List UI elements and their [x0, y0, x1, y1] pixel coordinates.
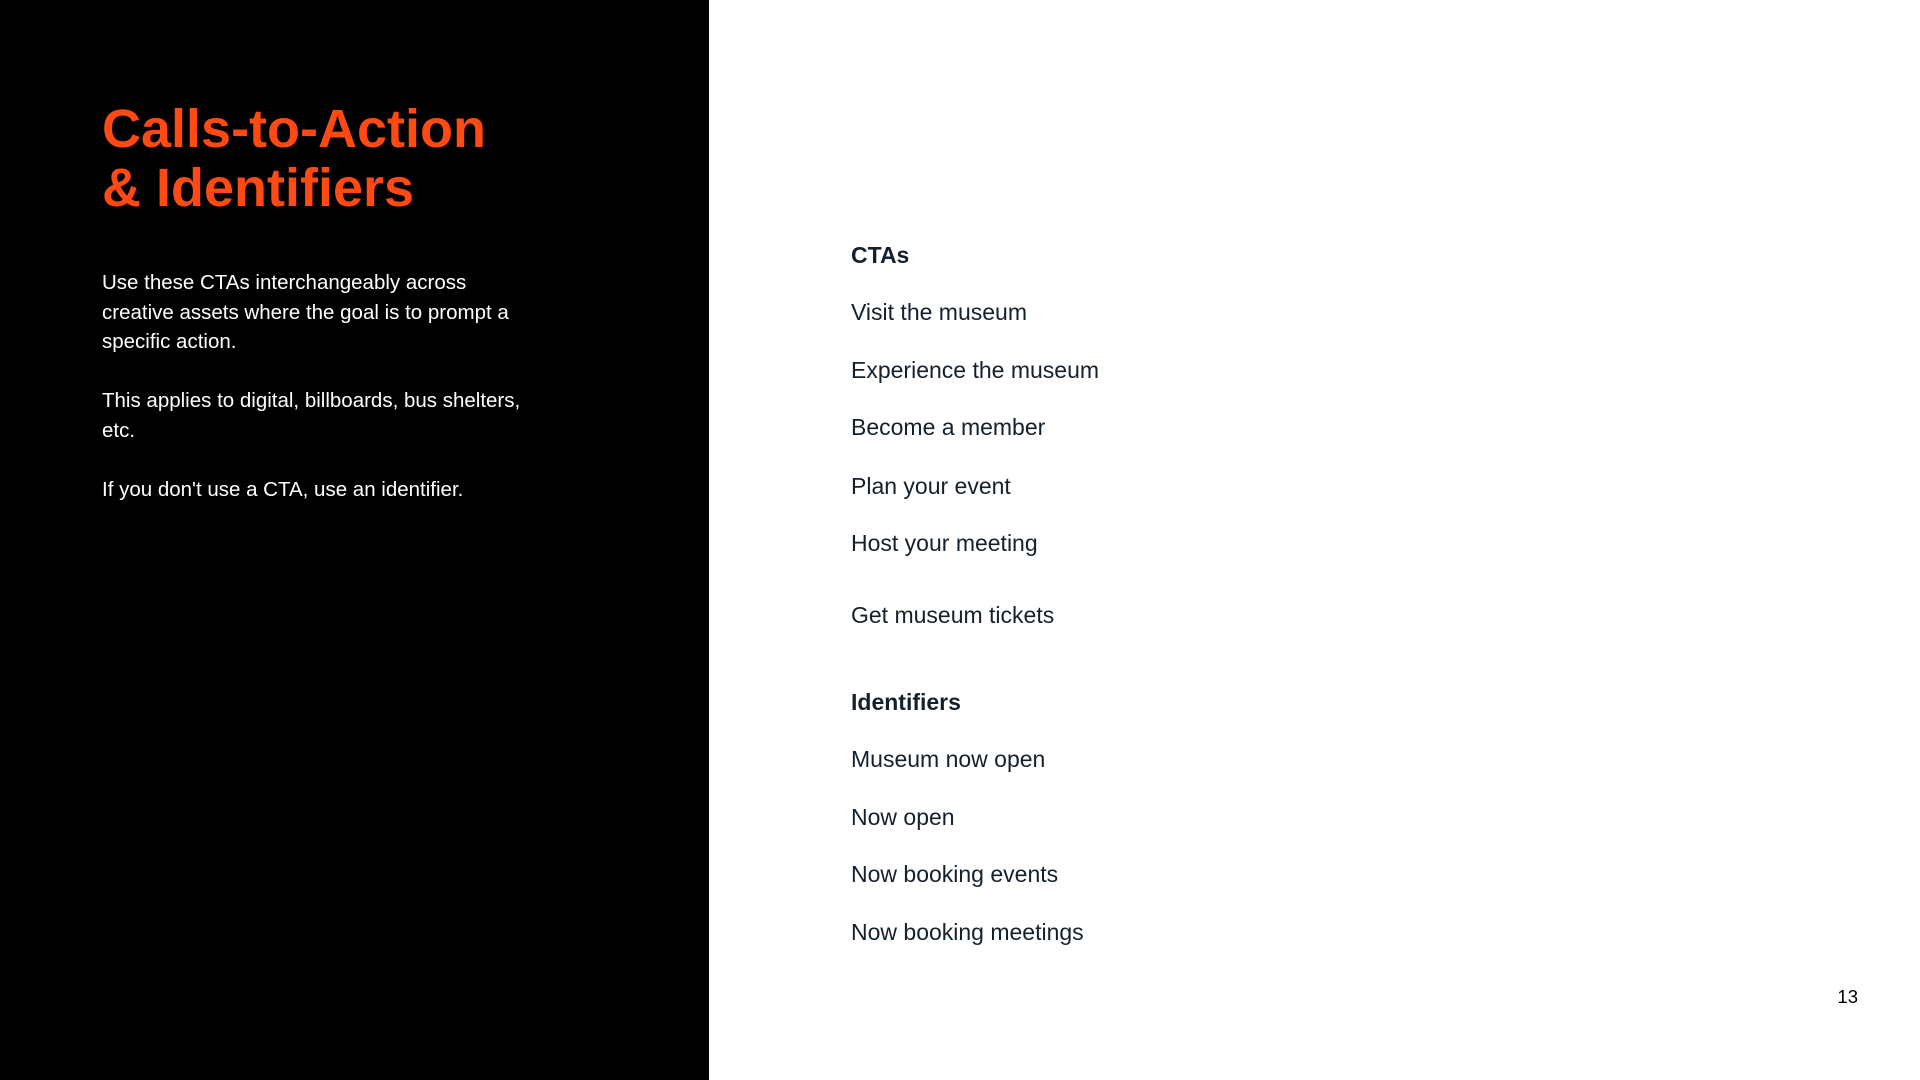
identifier-item-now-booking-events: Now booking events [851, 861, 1059, 887]
intro-paragraph-3: If you don't use a CTA, use an identifier. [102, 477, 464, 501]
page-title [102, 100, 486, 218]
intro-paragraph-2: This applies to digital, billboards, bus shelters, etc. [102, 389, 521, 442]
identifier-item-museum-now-open: Museum now open [851, 746, 1046, 772]
title-line-1: Calls-to-Action [102, 99, 486, 159]
cta-item-experience-museum: Experience the museum [851, 357, 1100, 383]
ctas-heading: CTAs [851, 242, 910, 268]
identifier-item-now-open: Now open [851, 804, 955, 830]
page-number: 13 [1837, 986, 1858, 1007]
cta-item-become-member: Become a member [851, 414, 1046, 440]
intro-paragraph-1: Use these CTAs interchangeably across creative assets where the goal is to prompt a specific action. [102, 271, 509, 353]
intro-text [102, 268, 532, 534]
cta-item-host-meeting: Host your meeting [851, 530, 1038, 556]
cta-item-plan-event: Plan your event [851, 473, 1011, 499]
cta-item-visit-museum: Visit the museum [851, 299, 1027, 325]
title-line-2: & Identifiers [102, 158, 415, 218]
left-panel [0, 0, 709, 1080]
identifier-item-now-booking-meetings: Now booking meetings [851, 919, 1084, 945]
cta-item-get-tickets: Get museum tickets [851, 602, 1055, 628]
identifiers-heading: Identifiers [851, 689, 961, 715]
